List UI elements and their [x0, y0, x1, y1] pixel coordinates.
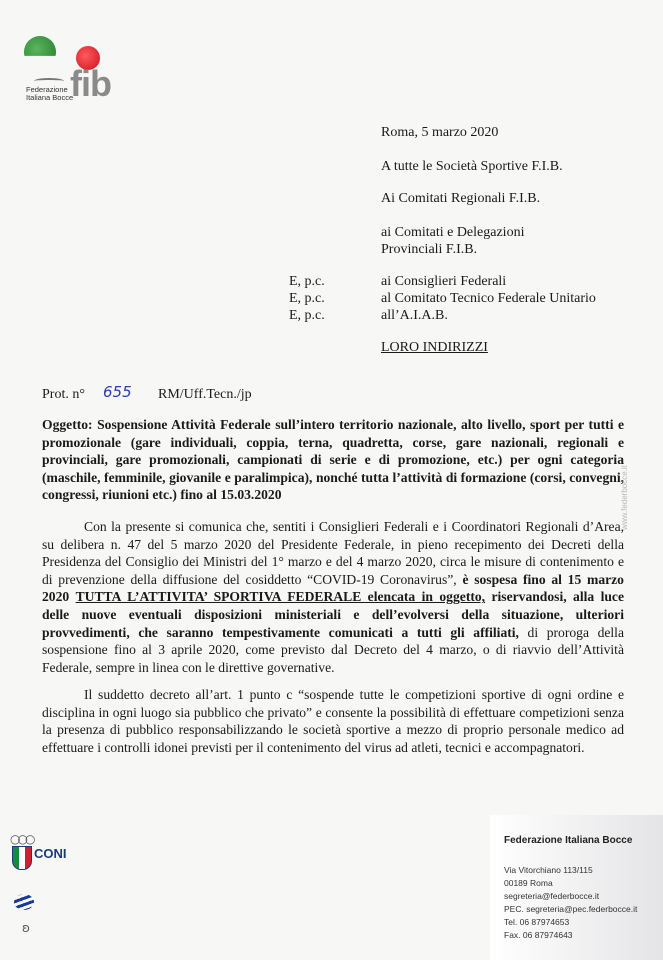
p1-suspension: è sospesa fino al 15 marzo 2020: [42, 571, 624, 605]
italia-shield-icon: [12, 846, 32, 870]
subject-label: Oggetto:: [42, 417, 93, 432]
letter-date: Roma, 5 marzo 2020: [381, 125, 499, 140]
coni-logo: [10, 832, 70, 877]
protocol-label: Prot. n°: [42, 387, 85, 402]
loro-indirizzi: LORO INDIRIZZI: [381, 340, 488, 355]
footer-phone: Tel. 06 87974653: [504, 917, 570, 927]
body-paragraph-1: [42, 518, 624, 676]
cc-recipient: ai Consiglieri Federali: [381, 274, 507, 289]
fib-logo: [20, 32, 135, 107]
cc-label: E, p.c.: [289, 308, 325, 323]
subject-text: Sospensione Attività Federale sull’intero territorio nazionale, alto livello, sport per tutti e promozionale (gare individuali, coppia, terna, quadretta, corse, gare nazionali, regionali e provinciali, gare promozionali, campionati di serie e di promozione, etc.) per ogni categoria (maschile, femminile, giovanile e paralimpica), nonché tutta l’attività di formazione (corsi, convegni, congressi, riunioni etc.) fino al 15.03.2020: [42, 417, 624, 503]
protocol-number: 655: [103, 383, 132, 401]
website-watermark: www.federbocce.it: [620, 465, 629, 530]
recipient-line: Provinciali F.I.B.: [381, 242, 478, 257]
recipient-line: Ai Comitati Regionali F.I.B.: [381, 191, 541, 206]
footer-email: segreteria@federbocce.it: [504, 891, 600, 901]
footer-org-name: Federazione Italiana Bocce: [504, 835, 633, 846]
p1-extension: di proroga della sospensione fino al 3 aprile 2020, come previsto dal Decreto del 4 marzo, o di riavvio dell’Attività Federale, sempre in linea con le direttive governative.: [42, 624, 624, 675]
logo-wordmark: fib: [70, 63, 111, 104]
body-paragraph-2: [42, 686, 624, 756]
cc-recipient: all’A.I.A.B.: [381, 308, 448, 323]
olympic-rings-icon: ○○○: [10, 832, 33, 846]
agitos-icon: ʚ: [22, 921, 30, 935]
footer-contact-box: [490, 815, 663, 960]
recipient-line: A tutte le Società Sportive F.I.B.: [381, 159, 563, 174]
footer-address: Via Vitorchiano 113/115: [504, 865, 593, 875]
swoosh-icon: [34, 78, 64, 84]
footer-city: 00189 Roma: [504, 878, 553, 888]
cc-label: E, p.c.: [289, 291, 325, 306]
logo-org-name: Federazione Italiana Bocce: [26, 85, 74, 102]
p2-text: Il suddetto decreto all’art. 1 punto c “sospende tutte le competizioni sportive di ogni ordine e disciplina in ogni luogo sia pubblico che privato” e consente la possibilità di effettuare competizioni senza la presenza di pubblico responsabilizzando le società sportive a mezzo di proprio personale medico ad effettuare i controlli idonei previsti per il contenimento del virus ad atleti, tecnici e accompagnatori.: [42, 687, 624, 755]
recipient-line: ai Comitati e Delegazioni: [381, 225, 525, 240]
cc-recipient: al Comitato Tecnico Federale Unitario: [381, 291, 596, 306]
protocol-reference: RM/Uff.Tecn./jp: [158, 387, 252, 402]
footer-pec: PEC. segreteria@pec.federbocce.it: [504, 904, 638, 914]
coni-label: CONI: [34, 846, 67, 861]
footer-fax: Fax. 06 87974643: [504, 930, 573, 940]
p1-reservation: riservandosi, alla luce delle nuove eventuali disposizioni ministeriali e dell’evolversi della situazione, ulteriori provvedimenti, che saranno tempestivamente comunicati a tutti gli affiliati,: [42, 589, 624, 640]
green-ball-icon: [24, 36, 56, 68]
p1-all-activity: TUTTA L’ATTIVITA’ SPORTIVA FEDERALE elencata in oggetto,: [75, 589, 486, 605]
subject-paragraph: [42, 416, 624, 504]
cc-label: E, p.c.: [289, 274, 325, 289]
paralympic-logo: [10, 894, 55, 939]
p1-intro: Con la presente si comunica che, sentiti i Consiglieri Federali e i Coordinatori Regionali d’Area, su delibera n. 47 del 5 marzo 2020 del Presidente Federale, in pieno recepimento dei Decreti della Presidenza del Consiglio dei Ministri del 1° marzo e del 4 marzo 2020, circa le misure di contenimento e di prevenzione della diffusione del cosiddetto “COVID-19 Coronavirus”,: [42, 519, 624, 587]
paralympic-mark-icon: [14, 894, 34, 910]
